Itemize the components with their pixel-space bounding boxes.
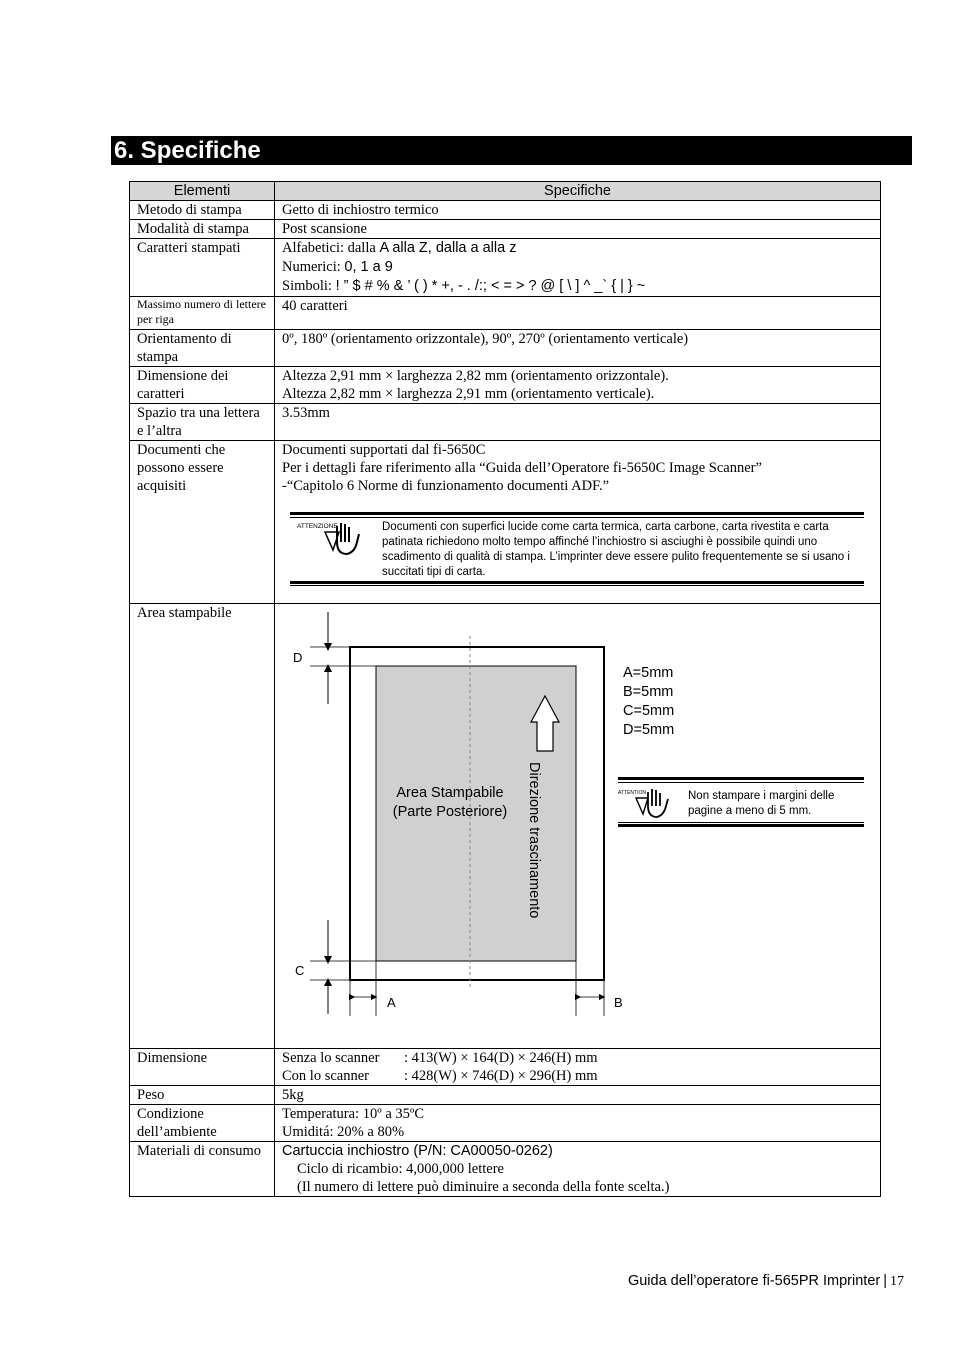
line: Umiditá: 20% a 80% [282, 1124, 405, 1140]
table-row [130, 297, 881, 330]
row-value: 5kg [275, 1086, 881, 1105]
sim-prefix: Simboli: [282, 278, 336, 294]
line: Documenti supportati dal fi-5650C [282, 442, 486, 458]
dim-b: B=5mm [623, 684, 674, 700]
section-title: 6. Specifiche [111, 136, 912, 165]
row-label: Dimensione dei caratteri [130, 367, 275, 404]
row-label: Area stampabile [130, 604, 275, 1049]
row-label: Materiali di consumo [130, 1142, 275, 1197]
row-value [275, 604, 881, 1049]
line: Temperatura: 10º a 35ºC [282, 1106, 425, 1122]
area-line1: Area Stampabile [396, 785, 504, 801]
line: (Il numero di lettere può diminuire a seconda della fonte scelta.) [297, 1179, 670, 1195]
row-value: 40 caratteri [275, 297, 881, 330]
table-row [130, 441, 881, 604]
spec-table [129, 181, 881, 1197]
row-value [275, 239, 881, 297]
row-value [275, 441, 881, 604]
table-row [130, 1049, 881, 1086]
margin-dims [623, 664, 674, 740]
table-row [130, 1086, 881, 1105]
table-row [130, 367, 881, 404]
dim-val: : 413(W) × 164(D) × 246(H) mm [404, 1050, 598, 1066]
row-label: Orientamento di stampa [130, 330, 275, 367]
line: Ciclo di ricambio: 4,000,000 lettere [297, 1161, 504, 1177]
num-value: 0, 1 a 9 [344, 259, 393, 275]
page-footer [628, 1273, 904, 1290]
table-row [130, 404, 881, 441]
attention-hand-icon [297, 520, 369, 560]
num-prefix: Numerici: [282, 259, 345, 275]
attention-text-margins: Non stampare i margini delle pagine a meno di 5 mm. [688, 790, 835, 817]
table-header-row [130, 182, 881, 201]
printable-area-diagram [275, 604, 880, 1048]
row-label: Spazio tra una lettera e l’altra [130, 404, 275, 441]
table-row [130, 604, 881, 1049]
row-value [275, 1049, 881, 1086]
table-row [130, 239, 881, 297]
row-value: Post scansione [275, 220, 881, 239]
area-label [375, 784, 525, 822]
line: -“Capitolo 6 Norme di funzionamento documenti ADF.” [282, 478, 610, 494]
row-label: Peso [130, 1086, 275, 1105]
a-label: A [387, 995, 396, 1010]
header-elementi: Elementi [130, 182, 275, 201]
header-specifiche: Specifiche [275, 182, 881, 201]
area-line2: (Parte Posteriore) [392, 804, 508, 820]
table-row [130, 220, 881, 239]
page-number: 17 [890, 1274, 904, 1289]
b-label: B [614, 995, 623, 1010]
attention-box-margins [618, 777, 864, 827]
table-row [130, 1142, 881, 1197]
table-row [130, 330, 881, 367]
row-value: Getto di inchiostro termico [275, 201, 881, 220]
row-value: 3.53mm [275, 404, 881, 441]
row-label: Documenti che possono essere acquisiti [130, 441, 275, 604]
line: Cartuccia inchiostro (P/N: CA00050-0262) [282, 1143, 553, 1159]
row-label: Caratteri stampati [130, 239, 275, 297]
attention-hand-icon [618, 786, 678, 822]
table-row [130, 1105, 881, 1142]
d-label: D [293, 650, 303, 665]
c-label: C [295, 963, 305, 978]
dim-c: C=5mm [623, 703, 675, 719]
row-label: Metodo di stampa [130, 201, 275, 220]
row-value [275, 1142, 881, 1197]
line: Altezza 2,91 mm × larghezza 2,82 mm (orientamento orizzontale). [282, 368, 669, 384]
row-value: 0º, 180º (orientamento orizzontale), 90º, 270º (orientamento verticale) [275, 330, 881, 367]
sim-value: ! ” $ # % & ’ ( ) * +, - . /:; < = > ? @ [ \ ] ^ _` { | } ~ [335, 278, 646, 294]
dim-key: Con lo scanner [282, 1068, 369, 1084]
attention-tag: ATTENZIONE [297, 523, 338, 530]
row-value [275, 367, 881, 404]
table-row [130, 201, 881, 220]
attention-text: Documenti con superfici lucide come carta termica, carta carbone, carta rivestita e carta patinata richiedono molto tempo affinché l’inchiostro si asciughi è possibile quindi uno scadimento di qualità di stampa. L’imprinter deve essere pulito frequentemente se si usano i succitati tipi di carta. [382, 521, 850, 578]
alfa-prefix: Alfabetici: dalla [282, 240, 380, 256]
row-label: Condizione dell’ambiente [130, 1105, 275, 1142]
alfa-value: A alla Z, dalla a alla z [379, 240, 517, 256]
footer-separator: | [883, 1273, 887, 1289]
attention-box [290, 512, 864, 586]
row-value [275, 1105, 881, 1142]
line: Altezza 2,82 mm × larghezza 2,91 mm (orientamento verticale). [282, 386, 655, 402]
dim-val: : 428(W) × 746(D) × 296(H) mm [404, 1068, 598, 1084]
line: Per i dettagli fare riferimento alla “Guida dell’Operatore fi-5650C Image Scanner” [282, 460, 762, 476]
dim-key: Senza lo scanner [282, 1050, 380, 1066]
row-label: Modalità di stampa [130, 220, 275, 239]
row-label: Dimensione [130, 1049, 275, 1086]
dim-a: A=5mm [623, 665, 674, 681]
dim-d: D=5mm [623, 722, 675, 738]
row-label: Massimo numero di lettere per riga [130, 297, 275, 330]
footer-guide: Guida dell’operatore fi-565PR Imprinter [627, 1273, 881, 1289]
attention-tag: ATTENTION [618, 790, 646, 796]
direction-label: Direzione trascinamento [526, 762, 542, 919]
